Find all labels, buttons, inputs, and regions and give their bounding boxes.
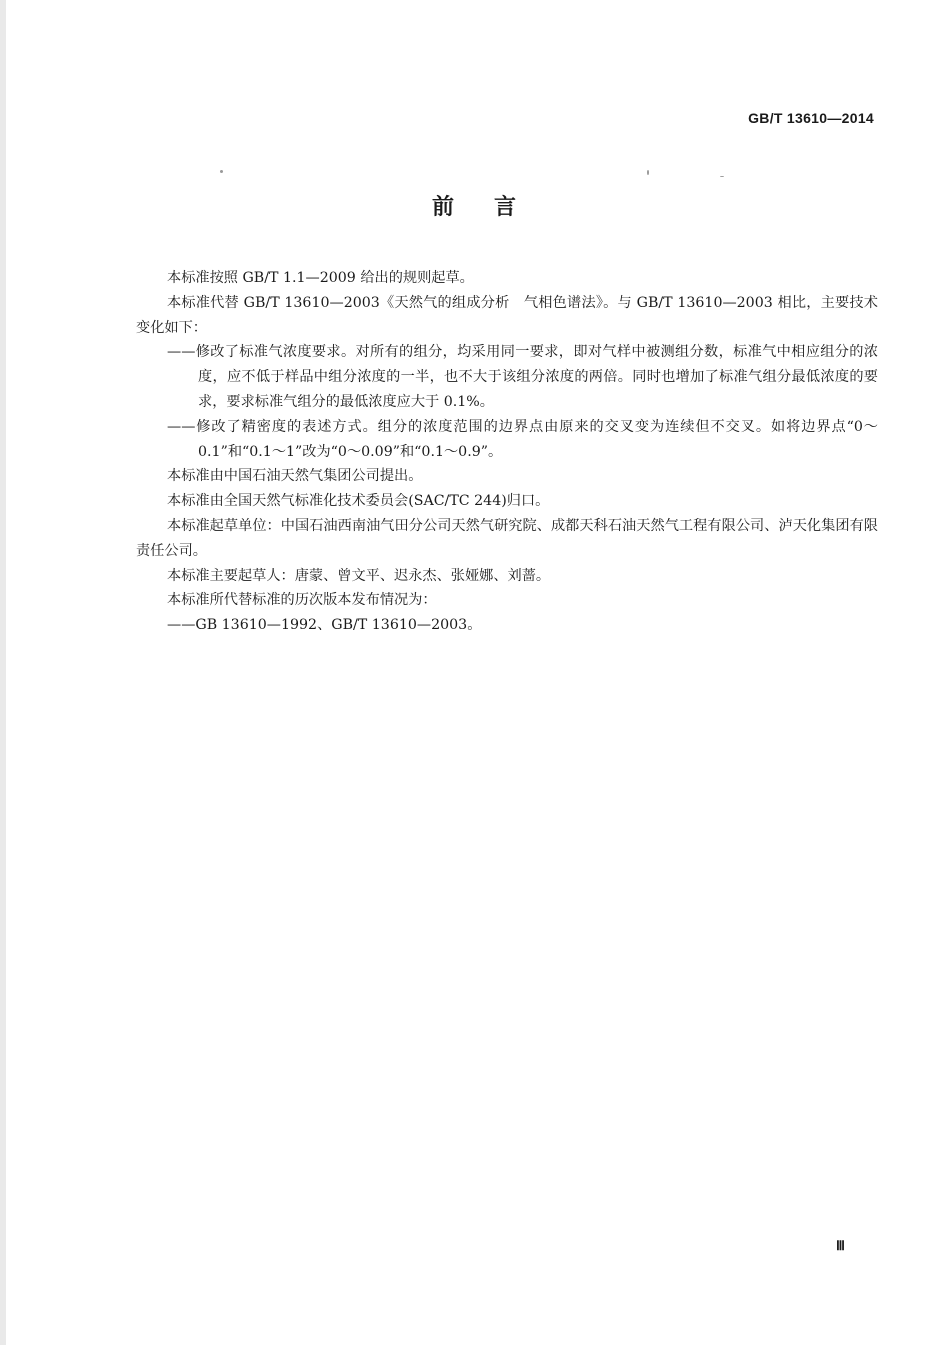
change-item-concentration: ——修改了标准气浓度要求。对所有的组分，均采用同一要求，即对气样中被测组分数，标准气中相应组分的浓度，应不低于样品中组分浓度的一半，也不大于该组分浓度的两倍。同时也增加了标准气组分最低浓度的要求，要求标准气组分的最低浓度应大于 0.1%。 bbox=[167, 344, 878, 410]
scan-speck bbox=[220, 170, 223, 173]
history-item: ——GB 13610—1992、GB/T 13610—2003。 bbox=[167, 617, 482, 634]
paragraph-drafters: 本标准主要起草人：唐蒙、曾文平、迟永杰、张娅娜、刘蔷。 bbox=[167, 567, 551, 584]
foreword-body bbox=[136, 266, 878, 638]
paragraph-proposer: 本标准由中国石油天然气集团公司提出。 bbox=[167, 468, 423, 485]
page-number: Ⅲ bbox=[836, 1238, 845, 1253]
standard-code: GB/T 13610—2014 bbox=[748, 110, 874, 126]
scan-speck bbox=[720, 176, 724, 177]
page-title: 前言 bbox=[431, 195, 556, 220]
paragraph-history-intro: 本标准所代替标准的历次版本发布情况为： bbox=[167, 592, 437, 609]
paragraph-drafting-units: 本标准起草单位：中国石油西南油气田分公司天然气研究院、成都天科石油天然气工程有限公司、泸天化集团有限责任公司。 bbox=[136, 517, 878, 559]
paragraph-committee: 本标准由全国天然气标准化技术委员会(SAC/TC 244)归口。 bbox=[167, 493, 550, 510]
paragraph-replacement: 本标准代替 GB/T 13610—2003《天然气的组成分析 气相色谱法》。与 GB/T 13610—2003 相比，主要技术变化如下： bbox=[136, 294, 878, 336]
paragraph-drafting-rules: 本标准按照 GB/T 1.1—2009 给出的规则起草。 bbox=[167, 270, 474, 286]
change-item-precision: ——修改了精密度的表述方式。组分的浓度范围的边界点由原来的交叉变为连续但不交叉。如将边界点“0～0.1”和“0.1～1”改为“0～0.09”和“0.1～0.9”。 bbox=[167, 418, 878, 460]
scan-speck bbox=[647, 170, 649, 175]
